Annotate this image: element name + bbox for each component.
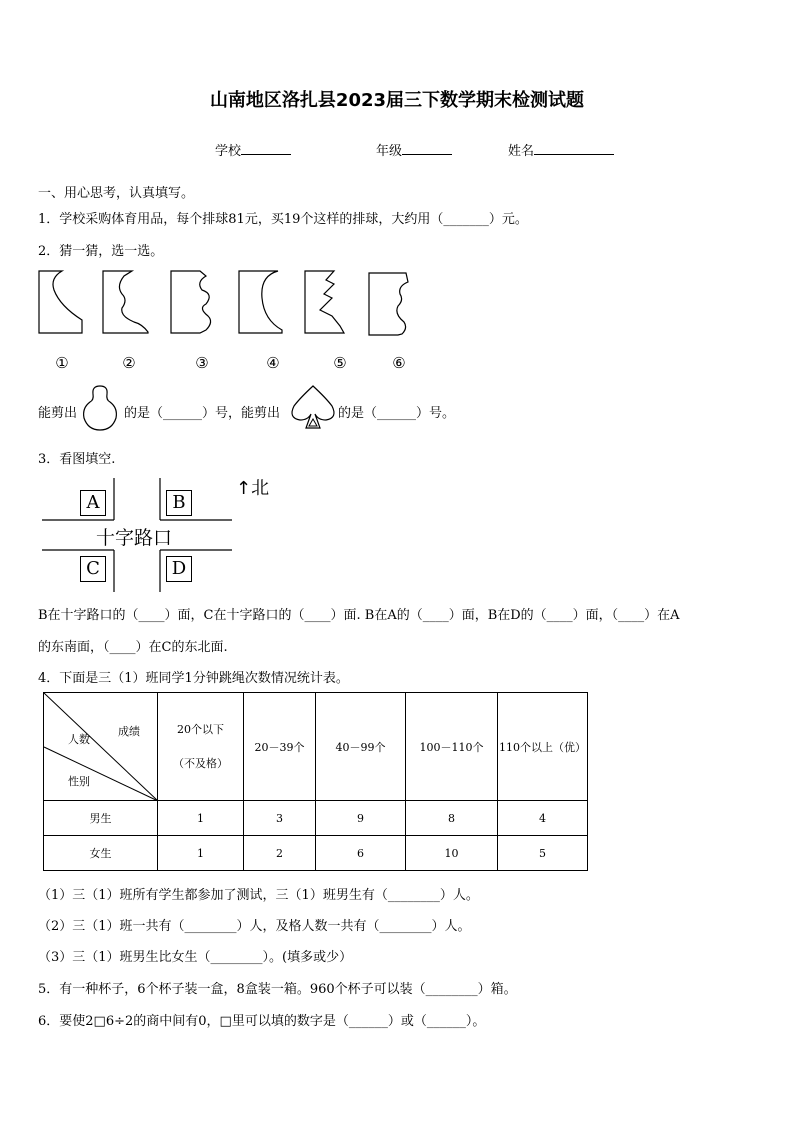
table-cell: 8 <box>406 801 498 836</box>
diag-label-grade: 成绩 <box>118 725 140 738</box>
box-c: C <box>80 556 106 582</box>
q2-text-c: 的是（______）号。 <box>338 406 456 421</box>
table-row <box>44 836 588 871</box>
school-blank[interactable] <box>241 141 291 155</box>
row-label: 男生 <box>44 801 158 836</box>
question-4: 4．下面是三（1）班同学1分钟跳绳次数情况统计表。 <box>38 671 349 686</box>
question-3-line-1: B在十字路口的（____）面，C在十字路口的（____）面. B在A的（____）面，B在D的（____）面，（____）在A <box>38 608 680 623</box>
table-cell: 6 <box>316 836 406 871</box>
table-cell: 3 <box>244 801 316 836</box>
shape-label-1: ① <box>55 354 69 372</box>
shape-label-5: ⑤ <box>333 354 347 372</box>
table-diagonal-header <box>44 693 158 801</box>
question-1: 1．学校采购体育用品，每个排球81元，买19个这样的排球，大约用（_______）元。 <box>38 212 528 227</box>
column-header: 110个以上（优） <box>498 693 588 801</box>
diagonal-lines <box>44 693 158 801</box>
school-field <box>215 140 291 159</box>
table-cell: 9 <box>316 801 406 836</box>
shape-label-4: ④ <box>266 354 280 372</box>
q2-text-b: 的是（______）号，能剪出 <box>124 406 281 421</box>
cut-shape-5-icon <box>304 270 349 334</box>
question-4-2: （2）三（1）班一共有（________）人，及格人数一共有（________）人。 <box>38 919 471 934</box>
section-heading: 一、用心思考，认真填写。 <box>38 186 195 201</box>
question-4-1: （1）三（1）班所有学生都参加了测试，三（1）班男生有（________）人。 <box>38 888 479 903</box>
grade-blank[interactable] <box>402 141 452 155</box>
box-b: B <box>166 490 192 516</box>
grade-label: 年级 <box>376 144 403 159</box>
diag-label-gender: 性别 <box>68 775 90 788</box>
shape-label-3: ③ <box>195 354 209 372</box>
q2-text-a: 能剪出 <box>38 406 78 421</box>
cut-shape-4-icon <box>238 270 283 334</box>
shape-label-2: ② <box>122 354 136 372</box>
column-header: 20个以下 （不及格） <box>158 693 244 801</box>
question-5: 5．有一种杯子，6个杯子装一盒，8盒装一箱。960个杯子可以装（________）箱。 <box>38 982 517 997</box>
column-header: 40－99个 <box>316 693 406 801</box>
question-3-line-2: 的东南面，（____）在C的东北面. <box>38 640 228 655</box>
question-3: 3．看图填空. <box>38 452 116 467</box>
name-blank[interactable] <box>534 141 614 155</box>
table-cell: 5 <box>498 836 588 871</box>
table-cell: 10 <box>406 836 498 871</box>
school-label: 学校 <box>215 144 242 159</box>
question-6: 6．要使2□6÷2的商中间有0，□里可以填的数字是（______）或（______）。 <box>38 1014 486 1029</box>
box-d: D <box>166 556 192 582</box>
row-label: 女生 <box>44 836 158 871</box>
cut-shape-6-icon <box>368 272 413 336</box>
spade-icon <box>290 384 336 432</box>
name-label: 姓名 <box>508 144 535 159</box>
diag-label-count: 人数 <box>68 733 90 746</box>
grade-field <box>376 140 452 159</box>
column-header: 100－110个 <box>406 693 498 801</box>
shape-label-6: ⑥ <box>392 354 406 372</box>
box-a: A <box>80 490 106 516</box>
page-title: 山南地区洛扎县2023届三下数学期末检测试题 <box>209 90 585 111</box>
crossroad-label: 十字路口 <box>96 527 173 549</box>
gourd-icon <box>80 384 120 432</box>
cut-shape-3-icon <box>170 270 215 334</box>
jump-rope-table <box>43 692 588 871</box>
table-row <box>44 801 588 836</box>
question-2: 2．猜一猜，选一选。 <box>38 244 164 259</box>
table-cell: 4 <box>498 801 588 836</box>
question-4-3: （3）三（1）班男生比女生（________）。(填多或少） <box>38 950 353 965</box>
north-arrow: ↑北 <box>236 478 270 499</box>
name-field <box>508 140 614 159</box>
table-cell: 2 <box>244 836 316 871</box>
column-header: 20－39个 <box>244 693 316 801</box>
cut-shape-1-icon <box>38 270 83 334</box>
table-header-row <box>44 693 588 801</box>
table-cell: 1 <box>158 801 244 836</box>
table-cell: 1 <box>158 836 244 871</box>
cut-shape-2-icon <box>102 270 150 334</box>
